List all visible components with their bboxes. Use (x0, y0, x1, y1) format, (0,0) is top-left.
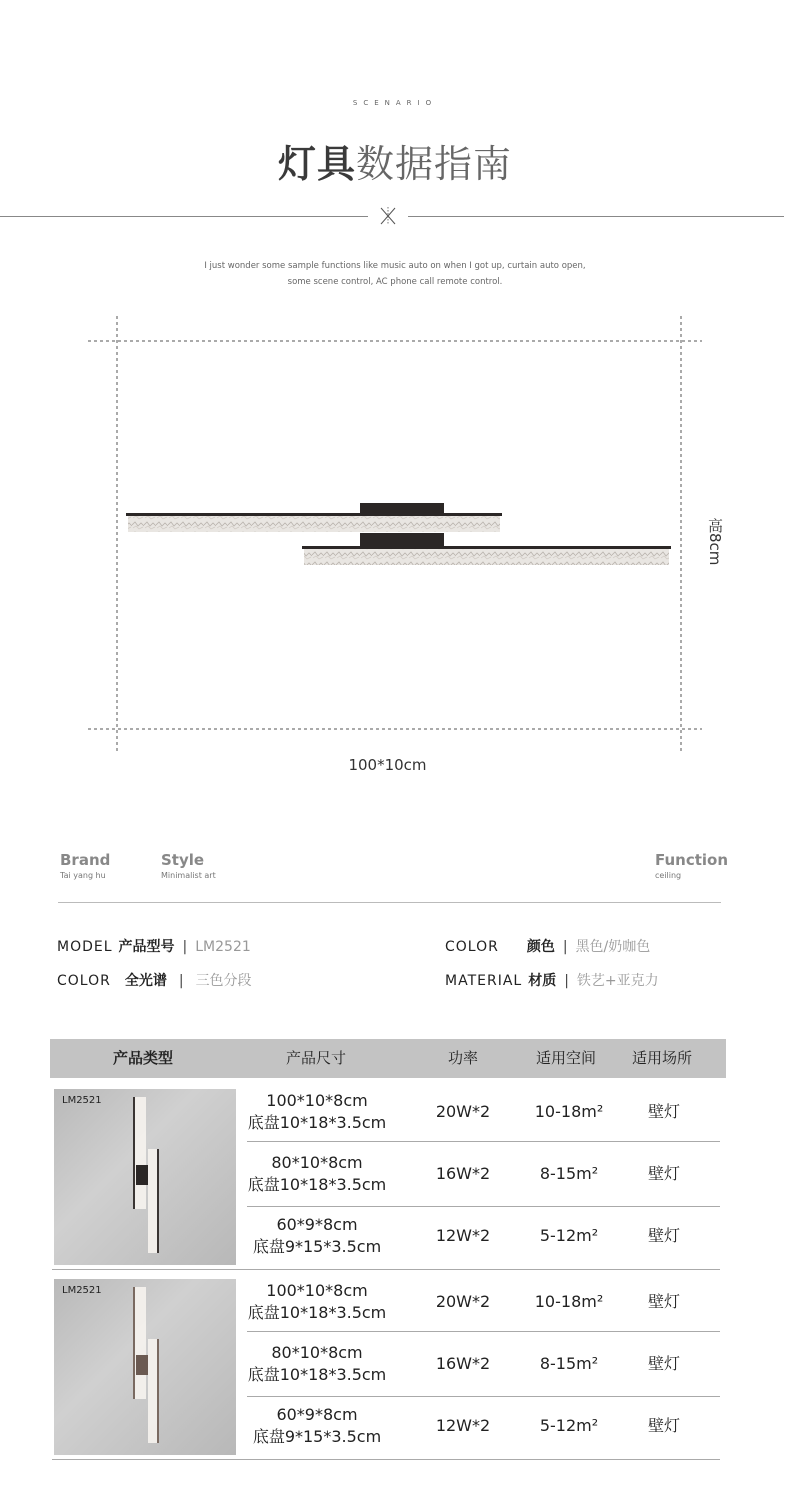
header-product-type: 产品类型 (112, 1049, 173, 1067)
size-main: 60*9*8cm (276, 1405, 358, 1424)
table-cell-space: 5-12m² (539, 1226, 599, 1245)
function-label: Function (655, 851, 729, 869)
table-cell-power: 12W*2 (435, 1226, 491, 1245)
spec-color-value: 黑色/奶咖色 (575, 939, 651, 955)
table-cell-space: 5-12m² (539, 1416, 599, 1435)
header-place: 适用场所 (631, 1049, 692, 1067)
intro-text (150, 258, 640, 290)
divider-right (408, 216, 784, 217)
intro-line-1: I just wonder some sample functions like music auto on when I got up, curtain auto open, (204, 261, 586, 271)
spec-material (445, 970, 659, 990)
size-main: 60*9*8cm (276, 1215, 358, 1234)
table-cell-power: 20W*2 (435, 1102, 491, 1121)
row-divider (247, 1396, 720, 1397)
size-main: 100*10*8cm (266, 1281, 368, 1300)
row-divider (247, 1141, 720, 1142)
spec-separator: | (564, 973, 569, 989)
table-cell-place: 壁灯 (647, 1416, 680, 1435)
table-cell-place: 壁灯 (647, 1292, 680, 1311)
function-info (655, 851, 728, 880)
upper-bar-crystal (128, 516, 500, 532)
brand-label: Brand (60, 851, 111, 869)
table-cell-power: 12W*2 (435, 1416, 491, 1435)
table-cell-space: 10-18m² (534, 1292, 604, 1311)
table-cell-place: 壁灯 (647, 1354, 680, 1373)
header-power: 功率 (447, 1049, 478, 1067)
spec-light (57, 970, 252, 990)
fixture-base-bottom (360, 533, 444, 547)
spec-color-cn: 颜色 (526, 939, 555, 955)
size-base: 底盘9*15*3.5cm (252, 1427, 382, 1446)
upper-bar-cap (126, 513, 502, 516)
size-base: 底盘10*18*3.5cm (247, 1175, 387, 1194)
spec-light-key: COLOR (57, 973, 111, 989)
row-divider (247, 1331, 720, 1332)
table-cell-size (247, 1090, 387, 1134)
table-cell-size (247, 1280, 387, 1324)
row-divider (247, 1206, 720, 1207)
table-cell-power: 16W*2 (435, 1164, 491, 1183)
product-thumbnail-icon (54, 1089, 236, 1265)
size-base: 底盘10*18*3.5cm (247, 1365, 387, 1384)
spec-color (445, 936, 650, 956)
title-light: 数据指南 (356, 142, 513, 186)
spec-model-key: MODEL (57, 939, 113, 955)
spec-material-value: 铁艺+亚克力 (576, 973, 659, 989)
spec-model-cn: 产品型号 (118, 939, 175, 955)
table-cell-place: 壁灯 (647, 1226, 680, 1245)
header-product-size: 产品尺寸 (285, 1049, 346, 1067)
brand-value: Tai yang hu (60, 871, 106, 880)
table-cell-size (247, 1342, 387, 1386)
header-space: 适用空间 (535, 1049, 596, 1067)
brand-divider (58, 902, 721, 903)
table-header (50, 1039, 726, 1078)
style-value: Minimalist art (161, 871, 216, 880)
table-cell-size (247, 1214, 387, 1258)
product-model-label: LM2521 (62, 1095, 102, 1106)
spec-material-cn: 材质 (528, 973, 557, 989)
eyebrow-text: SCENARIO (352, 99, 438, 107)
table-cell-place: 壁灯 (647, 1102, 680, 1121)
spec-model-value: LM2521 (195, 939, 251, 955)
product-model-label: LM2521 (62, 1285, 102, 1296)
fixture-drawing (126, 503, 671, 565)
size-main: 80*10*8cm (271, 1153, 363, 1172)
spec-light-value: 三色分段 (195, 973, 252, 989)
table-cell-space: 8-15m² (539, 1164, 599, 1183)
lower-bar-cap (302, 546, 671, 549)
asterisk-x-icon (376, 205, 400, 227)
product-image (54, 1089, 236, 1265)
size-main: 80*10*8cm (271, 1343, 363, 1362)
spec-model (57, 936, 251, 956)
size-base: 底盘10*18*3.5cm (247, 1113, 387, 1132)
spec-separator: | (562, 939, 568, 955)
style-info (161, 851, 216, 880)
spec-light-cn: 全光谱 (124, 973, 167, 989)
product-thumbnail-icon (54, 1279, 236, 1455)
divider-left (0, 216, 368, 217)
brand-info (60, 851, 110, 880)
table-cell-size (247, 1152, 387, 1196)
function-value: ceiling (655, 871, 682, 880)
size-base: 底盘9*15*3.5cm (252, 1237, 382, 1256)
height-dimension-label: 高8cm (706, 518, 724, 566)
group-divider (52, 1269, 720, 1270)
page-title (0, 133, 790, 188)
spec-color-key: COLOR (445, 939, 499, 955)
table-cell-size (247, 1404, 387, 1448)
lower-bar-crystal (304, 549, 669, 565)
dimension-diagram (0, 310, 790, 760)
size-main: 100*10*8cm (266, 1091, 368, 1110)
table-cell-power: 16W*2 (435, 1354, 491, 1373)
spec-separator: | (178, 973, 184, 989)
spec-separator: | (182, 939, 188, 955)
table-cell-power: 20W*2 (435, 1292, 491, 1311)
product-image (54, 1279, 236, 1455)
size-base: 底盘10*18*3.5cm (247, 1303, 387, 1322)
table-cell-space: 10-18m² (534, 1102, 604, 1121)
style-label: Style (161, 851, 205, 869)
title-bold: 灯具 (277, 142, 356, 186)
table-cell-place: 壁灯 (647, 1164, 680, 1183)
table-cell-space: 8-15m² (539, 1354, 599, 1373)
width-dimension-label: 100*10cm (348, 756, 427, 774)
intro-line-2: some scene control, AC phone call remote control. (287, 277, 503, 287)
spec-material-key: MATERIAL (445, 973, 523, 989)
group-divider (52, 1459, 720, 1460)
